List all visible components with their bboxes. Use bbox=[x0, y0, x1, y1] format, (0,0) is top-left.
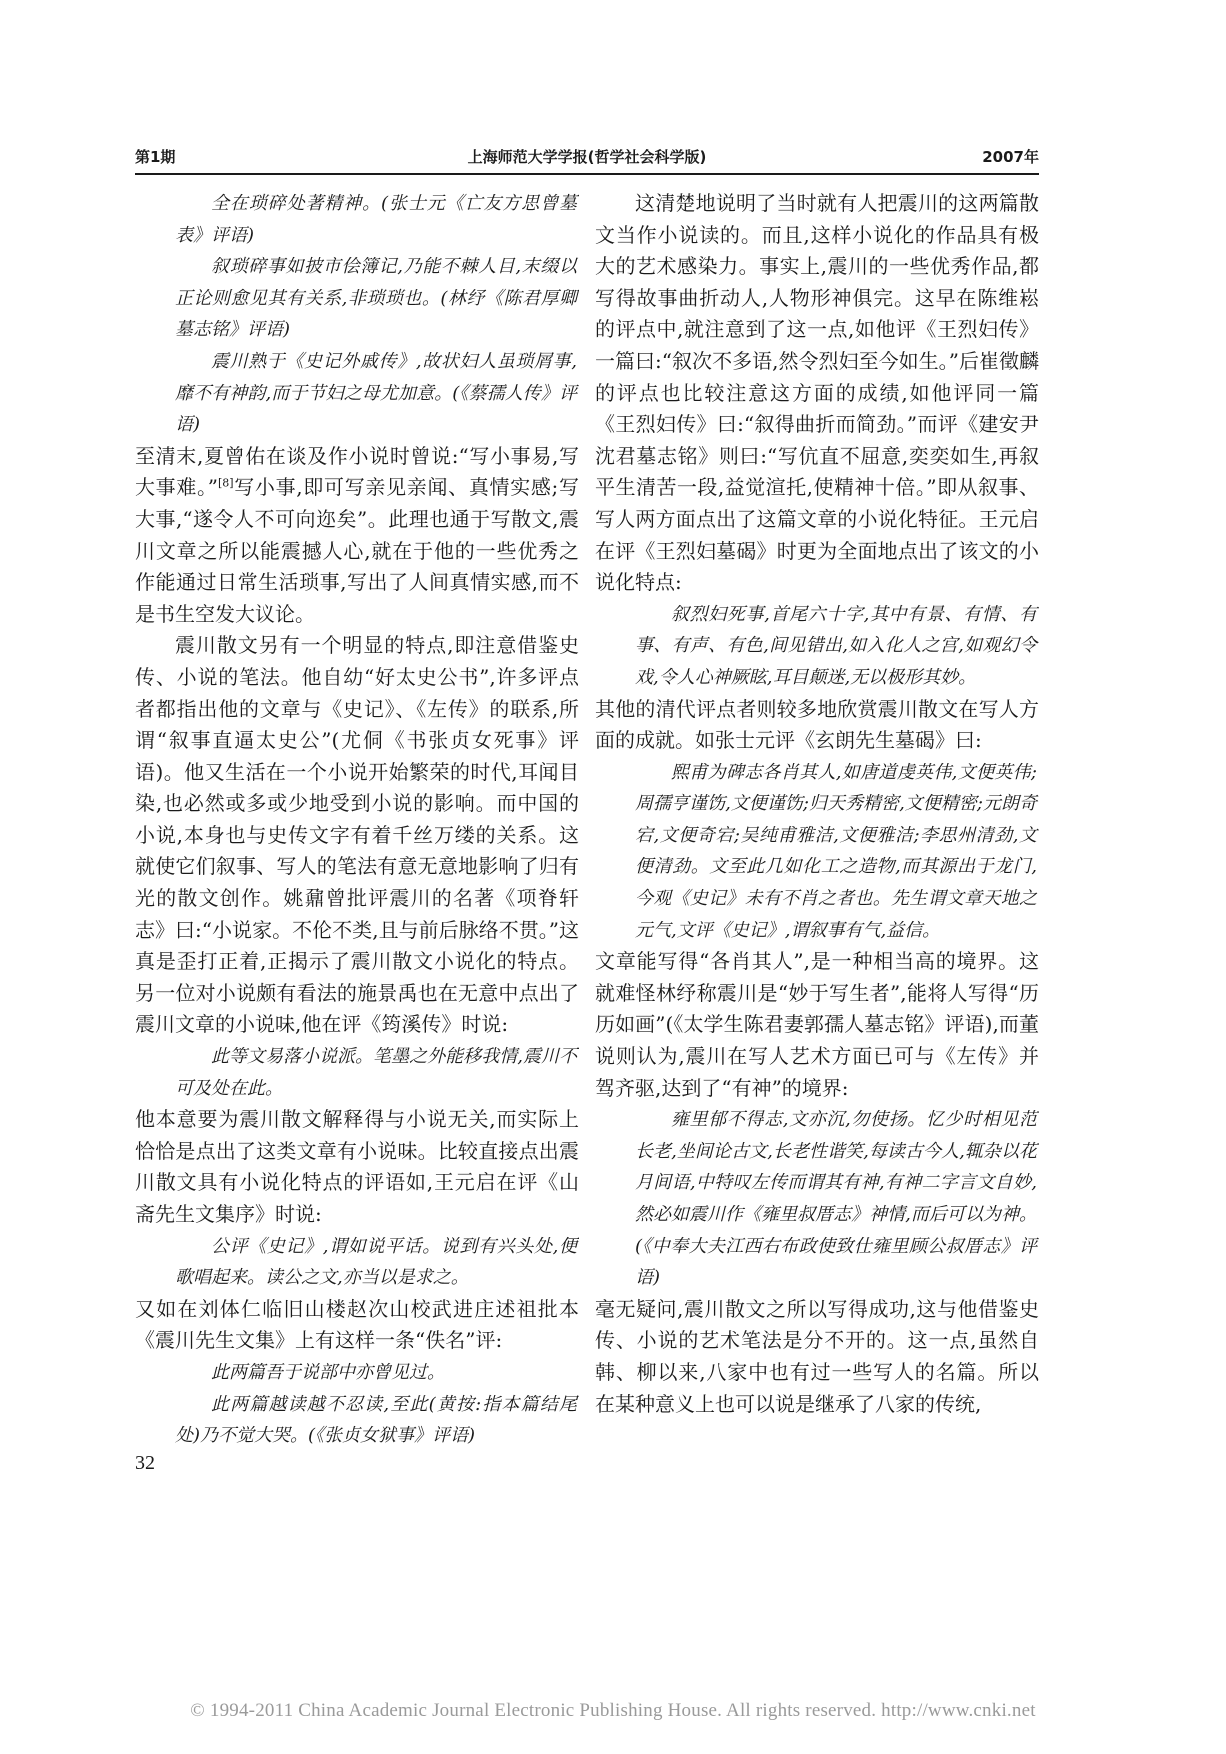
body-text: 写小事,即可写亲见亲闻、真情实感;写大事,“遂令人不可向迩矣”。此理也通于写散文,震川文章之所以能震撼人心,就在于他的一些优秀之作能通过日常生活琐事,写出了人间真情实感,而不是书生空发大议论。 bbox=[135, 475, 579, 626]
header-rule bbox=[135, 173, 1039, 175]
citation-marker: [8] bbox=[217, 476, 234, 490]
right-column bbox=[595, 188, 1039, 1528]
publication-year: 2007年 bbox=[982, 148, 1039, 166]
quote-block: 此等文易落小说派。笔墨之外能移我情,震川不可及处在此。 bbox=[175, 1046, 577, 1099]
body-paragraph bbox=[135, 441, 579, 631]
body-paragraph: 其他的清代评点者则较多地欣赏震川散文在写人方面的成就。如张士元评《玄朗先生墓碣》曰: bbox=[595, 696, 1039, 753]
page-number: 32 bbox=[135, 1452, 155, 1474]
quote-block: 此两篇吾于说部中亦曾见过。 bbox=[211, 1361, 445, 1383]
body-paragraph: 又如在刘体仁临旧山楼赵次山校武进庄述祖批本《震川先生文集》上有这样一条“佚名”评: bbox=[135, 1296, 579, 1353]
copyright-footer: © 1994-2011 China Academic Journal Electronic Publishing House. All rights reserved. http://www.cnki.net bbox=[190, 1700, 1036, 1721]
left-column bbox=[135, 188, 579, 1528]
body-paragraph: 震川散文另有一个明显的特点,即注意借鉴史传、小说的笔法。他自幼“好太史公书”,许多评点者都指出他的文章与《史记》、《左传》的联系,所谓“叙事直逼太史公”(尤侗《书张贞女死事》评语)。他又生活在一个小说开始繁荣的时代,耳闻目染,也必然或多或少地受到小说的影响。而中国的小说,本身也与史传文字有着千丝万缕的关系。这就使它们叙事、写人的笔法有意无意地影响了归有光的散文创作。姚鼐曾批评震川的名著《项脊轩志》曰:“小说家。不伦不类,且与前后脉络不贯。”这真是歪打正着,正揭示了震川散文小说化的特点。另一位对小说颇有看法的施景禹也在无意中点出了震川文章的小说味,他在评《筠溪传》时说: bbox=[135, 633, 579, 1037]
quote-block: 熙甫为碑志各肖其人,如唐道虔英伟,文便英伟;周孺亨谨饬,文便谨饬;归天秀精密,文便精密;元朗奇宕,文便奇宕;吴纯甫雅洁,文便雅洁;李思州清劲,文便清劲。文至此几如化工之造物,而其源出于龙门,今观《史记》未有不肖之者也。先生谓文章天地之元气,文评《史记》,谓叙事有气,益信。 bbox=[635, 761, 1037, 941]
quote-block: 公评《史记》,谓如说平话。说到有兴头处,便歌唱起来。读公之文,亦当以是求之。 bbox=[175, 1235, 577, 1289]
issue-number: 第1期 bbox=[135, 148, 176, 166]
journal-title: 上海师范大学学报(哲学社会科学版) bbox=[467, 148, 707, 166]
body-paragraph: 毫无疑问,震川散文之所以写得成功,这与他借鉴史传、小说的艺术笔法是分不开的。这一点,虽然自韩、柳以来,八家中也有过一些写人的名篇。所以在某种意义上也可以说是继承了八家的传统, bbox=[595, 1296, 1039, 1416]
quote-block: 全在琐碎处著精神。(张士元《亡友方思曾墓表》评语) bbox=[175, 193, 577, 246]
body-text: 至清末,夏曾佑在谈及作小说时曾说:“写小事易,写大事难。” bbox=[135, 443, 579, 500]
quote-block: 震川熟于《史记外戚传》,故状妇人虽琐屑事,靡不有神韵,而于节妇之母尤加意。(《蔡孺人传》评语) bbox=[175, 350, 577, 436]
body-paragraph: 这清楚地说明了当时就有人把震川的这两篇散文当作小说读的。而且,这样小说化的作品具有极大的艺术感染力。事实上,震川的一些优秀作品,都写得故事曲折动人,人物形神俱完。这早在陈维崧的评点中,就注意到了这一点,如他评《王烈妇传》一篇曰:“叙次不多语,然令烈妇至今如生。”后崔徵麟的评点也比较注意这方面的成绩,如他评同一篇《王烈妇传》曰:“叙得曲折而简劲。”而评《建安尹沈君墓志铭》则曰:“写伉直不屈意,奕奕如生,再叙平生清苦一段,益觉渲托,使精神十倍。”即从叙事、写人两方面点出了这篇文章的小说化特征。王元启在评《王烈妇墓碣》时更为全面地点出了该文的小说化特点: bbox=[595, 191, 1039, 595]
body-paragraph: 他本意要为震川散文解释得与小说无关,而实际上恰恰是点出了这类文章有小说味。比较直接点出震川散文具有小说化特点的评语如,王元启在评《山斋先生文集序》时说: bbox=[135, 1107, 579, 1226]
quote-block: 此两篇越读越不忍读,至此(黄按:指本篇结尾处)乃不觉大哭。(《张贞女狱事》评语) bbox=[175, 1393, 577, 1447]
body-paragraph: 文章能写得“各肖其人”,是一种相当高的境界。这就难怪林纾称震川是“妙于写生者”,能将人写得“历历如画”(《太学生陈君妻郭孺人墓志铭》评语),而董说则认为,震川在写人艺术方面已可与《左传》并驾齐驱,达到了“有神”的境界: bbox=[595, 949, 1039, 1100]
quote-block: 叙烈妇死事,首尾六十字,其中有景、有情、有事、有声、有色,间见错出,如入化人之宫,如观幻令戏,令人心神厥眩,耳目颠迷,无以极形其妙。 bbox=[635, 603, 1037, 688]
quote-block: 雍里郁不得志,文亦沉,勿使扬。忆少时相见范长老,坐间论古文,长老性谐笑,每读古今人,辄杂以花月间语,中特叹左传而谓其有神,有神二字言文自妙,然必如震川作《雍里叔厝志》神情,而后可以为神。(《中奉大夫江西右布政使致仕雍里顾公叔厝志》评语) bbox=[635, 1109, 1037, 1289]
running-header bbox=[135, 146, 1039, 172]
quote-block: 叙琐碎事如披市侩簿记,乃能不棘人目,末缀以正论则愈见其有关系,非琐琐也。(林纾《陈君厚卿墓志铭》评语) bbox=[175, 256, 577, 341]
